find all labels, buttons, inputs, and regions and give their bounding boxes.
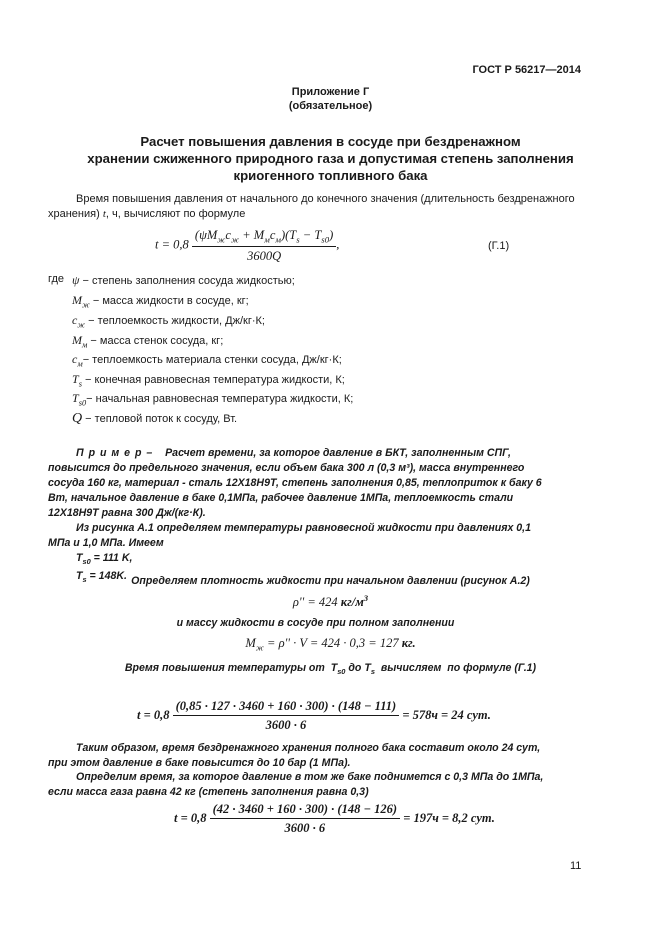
intro-paragraph: [48, 192, 586, 222]
density-text: Определяем плотность жидкости при начальном давлении (рисунок А.2): [131, 575, 530, 587]
time-formula-1: [137, 699, 491, 733]
definition-heat-walls-text: − теплоемкость материала стенки сосуда, Дж/кг·К;: [82, 354, 342, 366]
example-line-3: сосуда 160 кг, материал - сталь 12Х18Н9Т, степень заполнения 0,85, теплоприток к баку 6: [48, 477, 542, 489]
time-formula-1-numerator: (0,85 · 127 · 3460 + 160 · 300) · (148 − 111): [173, 699, 400, 716]
time-formula-2-fraction: [210, 802, 400, 836]
symbol-psi: ψ: [72, 273, 80, 287]
formula-g1-lhs: t = 0,8: [155, 237, 189, 252]
symbol-ts: $T_s$: [72, 372, 82, 389]
time-formula-1-denominator: 3600 · 6: [265, 718, 307, 732]
intro-line-2a: хранения): [48, 208, 103, 220]
example-block: [48, 446, 586, 587]
example-fig-line-1: Из рисунка А.1 определяем температуры равновесной жидкости при давлениях 0,1: [76, 522, 532, 534]
symbol-ts0: $T_{s0}$: [72, 391, 87, 408]
formula-g1-denominator: 3600Q: [247, 248, 282, 263]
title-line-2: хранении сжиженного природного газа и допустимая степень заполнения: [87, 151, 574, 166]
conclusion-block: [48, 741, 586, 799]
example-lead: П р и м е р –: [76, 447, 154, 459]
definition-mass-walls: [72, 333, 223, 349]
page-number: 11: [570, 860, 582, 872]
example-ts: $T_s = 148K$.: [76, 570, 127, 585]
definition-heat-liquid: [72, 313, 265, 329]
symbol-q: Q: [72, 411, 83, 426]
formula-g1-numerator: $(\psi M_жc_ж + M_мc_м)(T_s - T_{s0})$: [192, 228, 336, 247]
formula-g1-fraction: [192, 228, 336, 264]
symbol-mm: $M_м$: [72, 333, 88, 350]
conclusion-line-1: Таким образом, время бездренажного хранения полного бака составит около 24 сут,: [76, 742, 541, 754]
definition-psi: [72, 273, 295, 288]
example-ts0: $T_{s0} = 111$ K,: [76, 552, 133, 567]
time-formula-1-rhs: = 578ч = 24 сут.: [402, 707, 491, 722]
example-line-4: Вт, начальное давление в баке 0,1МПа, рабочее давление 1МПа, теплоемкость стали: [48, 492, 514, 504]
definition-mass-liquid-text: − масса жидкости в сосуде, кг;: [89, 295, 249, 307]
time-formula-2-lhs: t = 0,8: [174, 810, 207, 825]
definition-final-temp: [72, 372, 345, 388]
symbol-cm: $c_м$: [72, 352, 83, 369]
definition-initial-temp: [72, 391, 353, 407]
conclusion-line-2: при этом давление в баке повысится до 10 бар (1 МПа).: [48, 756, 351, 769]
document-title: [0, 133, 661, 184]
annex-status: (обязательное): [288, 100, 373, 112]
conclusion-line-3: Определим время, за которое давление в том же баке поднимется с 0,3 МПа до 1МПа,: [76, 771, 544, 783]
definition-heat-liquid-text: − теплоемкость жидкости, Дж/кг·К;: [85, 315, 265, 327]
example-line-2: повысится до предельного значения, если объем бака 300 л (0,3 м³), масса внутреннего: [48, 462, 525, 474]
time-formula-1-lhs: t = 0,8: [137, 707, 170, 722]
example-fig-line-2: МПа и 1,0 МПа. Имеем: [48, 537, 164, 549]
definition-heat-flow-text: − тепловой поток к сосуду, Вт.: [82, 413, 238, 425]
intro-var-t: t: [102, 208, 106, 220]
title-line-3: криогенного топливного бака: [233, 168, 428, 183]
definition-mass-liquid: [72, 293, 249, 309]
title-line-1: Расчет повышения давления в сосуде при бездренажном: [140, 134, 521, 149]
annex-title: Приложение Г: [291, 86, 370, 98]
time-formula-2-denominator: 3600 · 6: [284, 821, 326, 835]
example-line-1-text: Расчет времени, за которое давление в БКТ, заполненным СПГ,: [165, 447, 511, 459]
symbol-mzh: $M_ж$: [72, 293, 90, 310]
time-formula-2-numerator: (42 · 3460 + 160 · 300) · (148 − 126): [210, 802, 400, 819]
symbol-czh: $c_ж$: [72, 313, 86, 330]
where-label: где: [48, 273, 65, 285]
definition-heat-flow: [72, 411, 237, 427]
definition-final-temp-text: − конечная равновесная температура жидкости, К;: [81, 374, 345, 386]
formula-g1-number: (Г.1): [488, 240, 510, 252]
conclusion-line-4: если масса газа равна 42 кг (степень заполнения равна 0,3): [48, 785, 369, 798]
definition-heat-walls: [72, 352, 342, 368]
time-formula-2: [174, 802, 495, 836]
definition-psi-text: − степень заполнения сосуда жидкостью;: [79, 275, 295, 287]
formula-g1: [155, 228, 339, 264]
intro-line-1: Время повышения давления от начального до конечного значения (длительность бездренажного: [76, 193, 575, 205]
example-line-5: 12Х18Н9Т равна 300 Дж/(кг·К).: [48, 507, 206, 519]
formula-g1-tail: ,: [336, 237, 340, 252]
density-formula: ρ'' = 424 $кг/м^3$: [292, 593, 369, 610]
standard-designation: ГОСТ Р 56217—2014: [472, 64, 581, 76]
definition-initial-temp-text: − начальная равновесная температура жидкости, К;: [86, 393, 354, 405]
mass-formula: $M_ж = \rho'' \cdot V = 424 \cdot 0,3 = 127$ кг.: [245, 636, 416, 653]
time-formula-2-rhs: = 197ч = 8,2 сут.: [403, 810, 495, 825]
time-formula-1-fraction: [173, 699, 400, 733]
time-text: Время повышения температуры от $T_{s0}$ до $T_s$ вычисляем по формуле (Г.1): [124, 662, 537, 677]
intro-line-2b: , ч, вычисляют по формуле: [105, 208, 246, 220]
mass-text: и массу жидкости в сосуде при полном заполнении: [176, 617, 455, 629]
example-line-1: [48, 446, 586, 461]
definition-mass-walls-text: − масса стенок сосуда, кг;: [87, 335, 224, 347]
annex-heading: [0, 85, 661, 113]
